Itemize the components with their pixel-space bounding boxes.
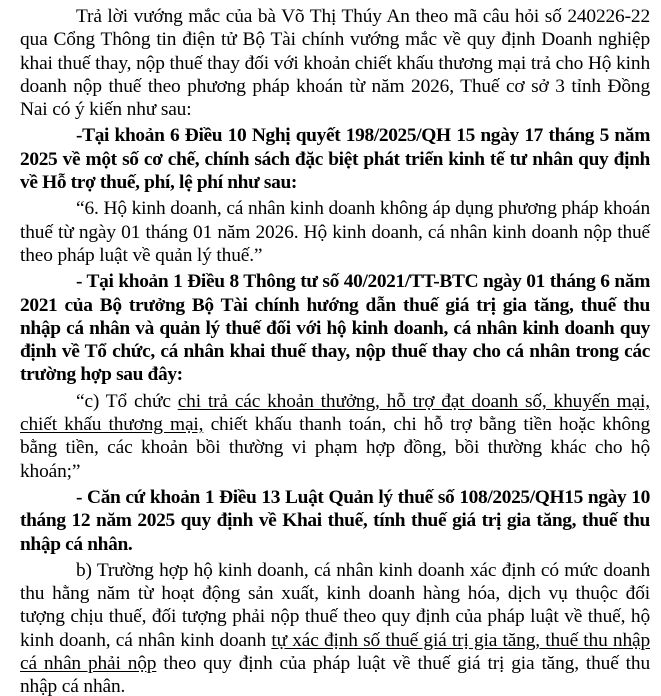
- paragraph-text: -Tại khoản 6 Điều 10 Nghị quyết 198/2025/QH 15 ngày 17 tháng 5 năm 2025 về một số cơ chế, chính sách đặc biệt phát triển kinh tế tư nhân quy định về Hỗ trợ thuế, phí, lệ phí như sau:: [20, 125, 650, 194]
- paragraph-text: Trả lời vướng mắc của bà Võ Thị Thúy An theo mã câu hỏi số 240226-22 qua Cổng Thông tin điện tử Bộ Tài chính vướng mắc về quy định Doanh nghiệp khai thuế thay, nộp thuế thay đối với khoản chiết khấu thương mại trả cho Hộ kinh doanh nộp thuế theo phương pháp khoán từ năm 2026, Thuế cơ sở 3 tỉnh Đồng Nai có ý kiến như sau:: [20, 6, 650, 121]
- paragraph-text-pre: “c) Tổ chức: [76, 390, 178, 412]
- paragraph-text-post: theo quy định của pháp luật về thuế giá trị gia tăng, thuế thu nhập cá nhân.: [20, 653, 650, 696]
- paragraph-quote-clause-6: [20, 197, 650, 267]
- paragraph-citation-resolution-198: [20, 124, 650, 194]
- paragraph-text-underlined: chi trả các khoản thưởng, hỗ trợ đạt doanh số, khuyến mại, chiết khấu thương mại,: [20, 390, 650, 436]
- paragraph-text-post: chiết khấu thanh toán, chi hỗ trợ bằng tiền hoặc không bằng tiền, các khoản bồi thường vi phạm hợp đồng, bồi thường khác cho hộ khoán;”: [20, 414, 650, 482]
- paragraph-text: “6. Hộ kinh doanh, cá nhân kinh doanh không áp dụng phương pháp khoán thuế từ ngày 01 tháng 01 năm 2026. Hộ kinh doanh, cá nhân kinh doanh nộp thuế theo pháp luật về quản lý thuế.”: [20, 198, 650, 266]
- paragraph-text-pre: b) Trường hợp hộ kinh doanh, cá nhân kinh doanh xác định có mức doanh thu hằng năm từ hoạt động sản xuất, kinh doanh hàng hóa, dịch vụ thuộc đối tượng chịu thuế, đối tượng phải nộp thuế theo quy định của pháp luật về thuế, hộ kinh doanh, cá nhân kinh doanh: [20, 559, 650, 651]
- paragraph-intro: [20, 5, 650, 121]
- paragraph-text: - Căn cứ khoản 1 Điều 13 Luật Quản lý thuế số 108/2025/QH15 ngày 10 tháng 12 năm 2025 quy định về Khai thuế, tính thuế giá trị gia tăng, thuế thu nhập cá nhân.: [20, 486, 650, 555]
- paragraph-text-underlined: tự xác định số thuế giá trị gia tăng, thuế thu nhập cá nhân phải nộp: [20, 629, 650, 675]
- paragraph-point-b: [20, 559, 650, 696]
- paragraph-citation-circular-40: [20, 270, 650, 386]
- paragraph-citation-law-108: [20, 486, 650, 556]
- paragraph-quote-point-c: [20, 390, 650, 483]
- paragraph-text: - Tại khoản 1 Điều 8 Thông tư số 40/2021/TT-BTC ngày 01 tháng 6 năm 2021 của Bộ trưởng Bộ Tài chính hướng dẫn thuế giá trị gia tăng, thuế thu nhập cá nhân và quản lý thuế đối với hộ kinh doanh, cá nhân kinh doanh quy định về Tổ chức, cá nhân khai thuế thay, nộp thuế thay cho cá nhân trong các trường hợp sau đây:: [20, 271, 650, 386]
